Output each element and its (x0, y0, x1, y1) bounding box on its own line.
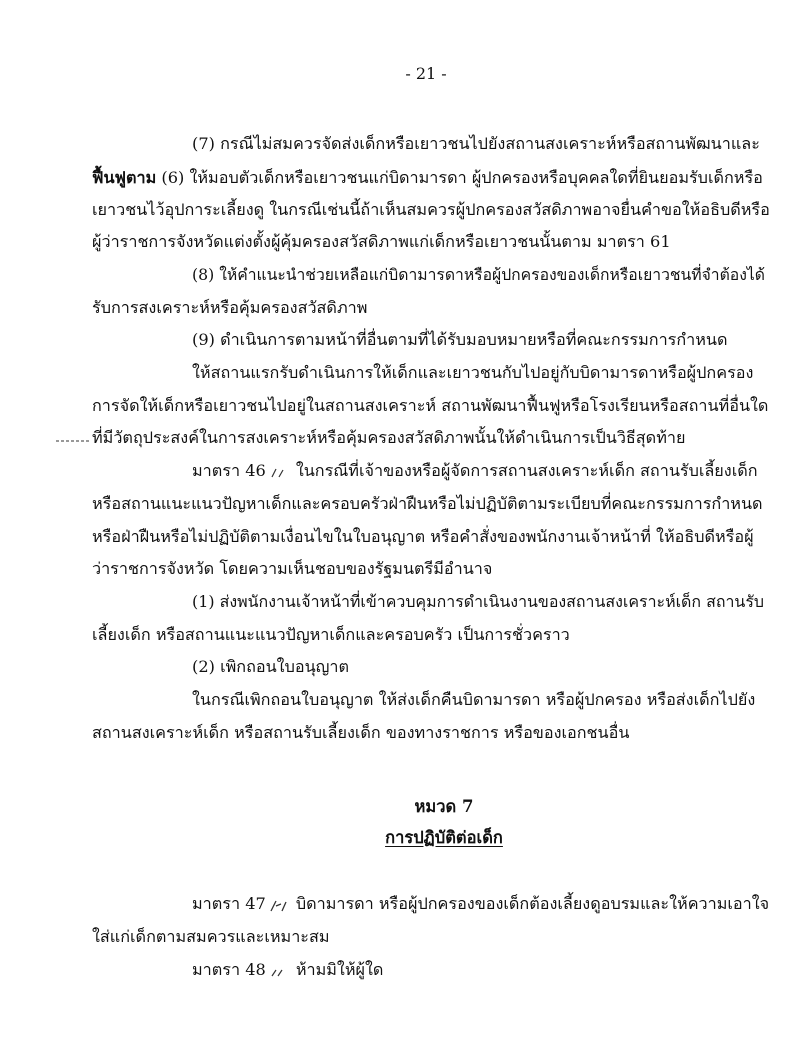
paragraph-line: (9) ดำเนินการตามหน้าที่อื่นตามที่ได้รับมอบหมายหรือที่คณะกรรมการกำหนด (192, 330, 728, 349)
paragraph-line: หรือสถานแนะแนวปัญหาเด็กและครอบครัวฝ่าฝืนหรือไม่ปฏิบัติตามระเบียบที่คณะกรรมการกำหนด (92, 494, 763, 513)
paragraph-line: ที่มีวัตถุประสงค์ในการสงเคราะห์หรือคุ้มครองสวัสดิภาพนั้นให้ดำเนินการเป็นวิธีสุดท้าย (92, 428, 686, 447)
paragraph-line: ผู้ว่าราชการจังหวัดแต่งตั้งผู้คุ้มครองสวัสดิภาพแก่เด็กหรือเยาวชนนั้นตาม มาตรา 61 (92, 232, 671, 251)
paragraph-line: หรือฝ่าฝืนหรือไม่ปฏิบัติตามเงื่อนไขในใบอนุญาต หรือคำสั่งของพนักงานเจ้าหน้าที่ ให้อธิบดีหรือผู้ (92, 527, 754, 546)
chapter-title-row (0, 825, 800, 851)
paragraph-line: ว่าราชการจังหวัด โดยความเห็นชอบของรัฐมนตรีมีอำนาจ (92, 559, 493, 578)
chapter-number: หมวด 7 (414, 797, 474, 816)
handwritten-dash-mark (56, 437, 90, 445)
handwritten-tick-mark (266, 964, 296, 978)
line-text: ห้ามมิให้ผู้ใด (295, 960, 384, 979)
paragraph-line: เลี้ยงเด็ก หรือสถานแนะแนวปัญหาเด็กและครอบครัว เป็นการชั่วคราว (92, 625, 570, 644)
paragraph-line: การจัดให้เด็กหรือเยาวชนไปอยู่ในสถานสงเคราะห์ สถานพัฒนาฟื้นฟูหรือโรงเรียนหรือสถานที่อื่นใด (92, 396, 769, 415)
paragraph-line: รับการสงเคราะห์หรือคุ้มครองสวัสดิภาพ (92, 298, 368, 317)
paragraph-line: (7) กรณีไม่สมควรจัดส่งเด็กหรือเยาวชนไปยังสถานสงเคราะห์หรือสถานพัฒนาและ (192, 134, 760, 153)
section-number: มาตรา 48 (192, 960, 266, 979)
section-47-line (192, 892, 769, 916)
page-number: - 21 - (405, 64, 447, 83)
bold-term: ฟื้นฟูตาม (92, 168, 157, 187)
handwritten-tick-mark (266, 898, 296, 912)
paragraph-line: (1) ส่งพนักงานเจ้าหน้าที่เข้าควบคุมการดำเนินงานของสถานสงเคราะห์เด็ก สถานรับ (192, 592, 764, 611)
paragraph-line: (2) เพิกถอนใบอนุญาต (192, 657, 350, 676)
handwritten-tick-mark (266, 465, 296, 479)
section-number: มาตรา 47 (192, 894, 266, 913)
line-text: บิดามารดา หรือผู้ปกครองของเด็กต้องเลี้ยงดูอบรมและให้ความเอาใจ (295, 894, 770, 913)
paragraph-line: ให้สถานแรกรับดำเนินการให้เด็กและเยาวชนกับไปอยู่กับบิดามารดาหรือผู้ปกครอง (192, 363, 754, 382)
paragraph-line (92, 166, 763, 190)
chapter-title: การปฏิบัติต่อเด็ก (385, 828, 503, 847)
paragraph-line: สถานสงเคราะห์เด็ก หรือสถานรับเลี้ยงเด็ก ของทางราชการ หรือของเอกชนอื่น (92, 723, 630, 742)
paragraph-line: ในกรณีเพิกถอนใบอนุญาต ให้ส่งเด็กคืนบิดามารดา หรือผู้ปกครอง หรือส่งเด็กไปยัง (192, 690, 756, 709)
paragraph-line: (8) ให้คำแนะนำช่วยเหลือแก่บิดามารดาหรือผู้ปกครองของเด็กหรือเยาวชนที่จำต้องได้ (192, 265, 765, 284)
paragraph-line: ใส่แก่เด็กตามสมควรและเหมาะสม (92, 927, 330, 946)
line-text: ในกรณีที่เจ้าของหรือผู้จัดการสถานสงเคราะห์เด็ก สถานรับเลี้ยงเด็ก (295, 461, 758, 480)
paragraph-line: เยาวชนไว้อุปการะเลี้ยงดู ในกรณีเช่นนี้ถ้าเห็นสมควรผู้ปกครองสวัสดิภาพอาจยื่นคำขอให้อธิบดีหรือ (92, 200, 770, 219)
line-text: (6) ให้มอบตัวเด็กหรือเยาวชนแก่บิดามารดา ผู้ปกครองหรือบุคคลใดที่ยินยอมรับเด็กหรือ (156, 168, 763, 187)
section-46-line (192, 459, 758, 483)
section-number: มาตรา 46 (192, 461, 266, 480)
section-48-line (192, 958, 383, 982)
